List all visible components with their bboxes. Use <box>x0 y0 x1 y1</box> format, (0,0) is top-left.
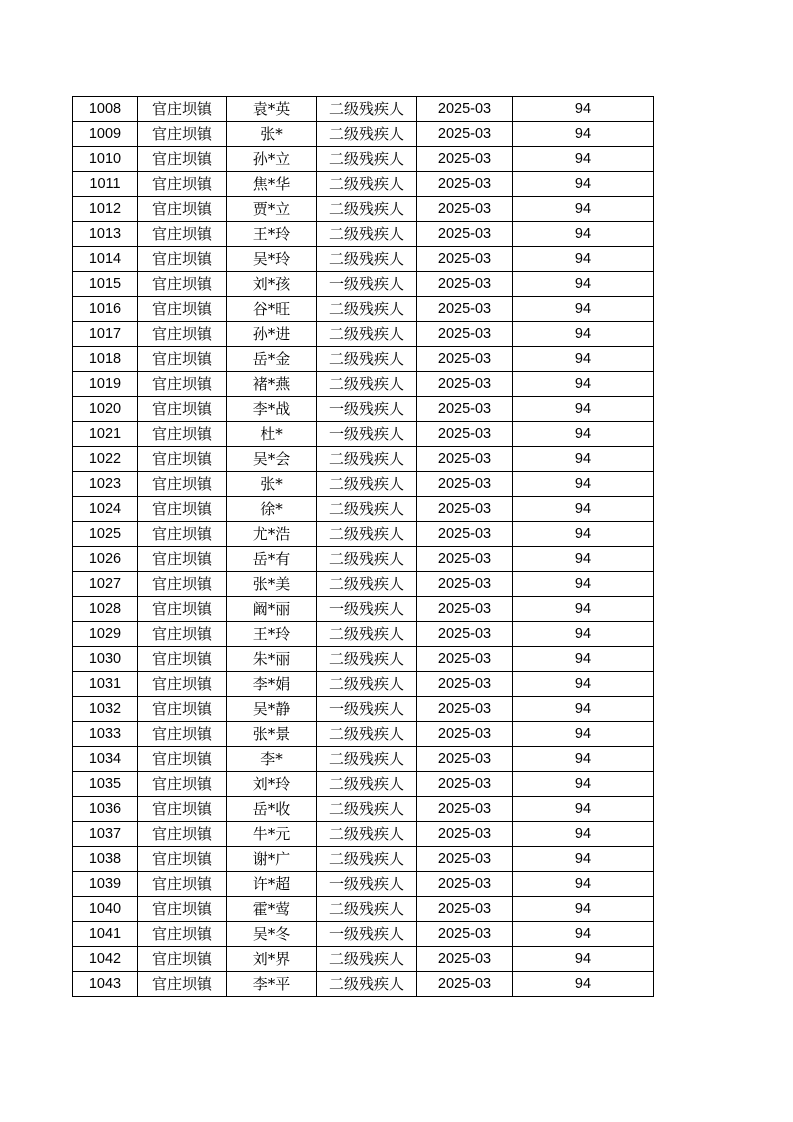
cell-id: 1034 <box>73 747 138 772</box>
cell-category: 二级残疾人 <box>317 722 417 747</box>
cell-date: 2025-03 <box>417 597 513 622</box>
cell-date: 2025-03 <box>417 147 513 172</box>
cell-date: 2025-03 <box>417 622 513 647</box>
cell-date: 2025-03 <box>417 972 513 997</box>
cell-name: 王*玲 <box>227 222 317 247</box>
cell-category: 二级残疾人 <box>317 947 417 972</box>
cell-id: 1038 <box>73 847 138 872</box>
cell-town: 官庄坝镇 <box>138 797 227 822</box>
cell-date: 2025-03 <box>417 772 513 797</box>
cell-id: 1042 <box>73 947 138 972</box>
cell-name: 吴*静 <box>227 697 317 722</box>
cell-id: 1020 <box>73 397 138 422</box>
cell-town: 官庄坝镇 <box>138 447 227 472</box>
cell-id: 1030 <box>73 647 138 672</box>
cell-date: 2025-03 <box>417 672 513 697</box>
cell-amount: 94 <box>513 97 654 122</box>
cell-town: 官庄坝镇 <box>138 747 227 772</box>
cell-id: 1023 <box>73 472 138 497</box>
cell-id: 1033 <box>73 722 138 747</box>
table-row <box>73 547 654 572</box>
cell-date: 2025-03 <box>417 872 513 897</box>
cell-category: 二级残疾人 <box>317 172 417 197</box>
cell-category: 二级残疾人 <box>317 747 417 772</box>
table-row <box>73 847 654 872</box>
cell-name: 张*美 <box>227 572 317 597</box>
cell-amount: 94 <box>513 147 654 172</box>
table-row <box>73 122 654 147</box>
cell-category: 一级残疾人 <box>317 697 417 722</box>
cell-town: 官庄坝镇 <box>138 122 227 147</box>
cell-date: 2025-03 <box>417 222 513 247</box>
cell-date: 2025-03 <box>417 722 513 747</box>
cell-town: 官庄坝镇 <box>138 272 227 297</box>
cell-amount: 94 <box>513 322 654 347</box>
cell-town: 官庄坝镇 <box>138 847 227 872</box>
cell-id: 1013 <box>73 222 138 247</box>
cell-date: 2025-03 <box>417 647 513 672</box>
cell-amount: 94 <box>513 597 654 622</box>
cell-category: 一级残疾人 <box>317 422 417 447</box>
cell-date: 2025-03 <box>417 397 513 422</box>
cell-category: 二级残疾人 <box>317 572 417 597</box>
cell-town: 官庄坝镇 <box>138 397 227 422</box>
cell-amount: 94 <box>513 847 654 872</box>
cell-name: 张* <box>227 472 317 497</box>
cell-amount: 94 <box>513 872 654 897</box>
cell-amount: 94 <box>513 172 654 197</box>
cell-id: 1028 <box>73 597 138 622</box>
cell-amount: 94 <box>513 697 654 722</box>
table-row <box>73 797 654 822</box>
table-row <box>73 147 654 172</box>
cell-name: 张* <box>227 122 317 147</box>
cell-date: 2025-03 <box>417 447 513 472</box>
cell-category: 二级残疾人 <box>317 647 417 672</box>
cell-category: 二级残疾人 <box>317 197 417 222</box>
table-row <box>73 447 654 472</box>
cell-id: 1041 <box>73 922 138 947</box>
cell-amount: 94 <box>513 197 654 222</box>
cell-town: 官庄坝镇 <box>138 922 227 947</box>
table-row <box>73 922 654 947</box>
subsidy-table-sheet <box>72 96 654 997</box>
cell-id: 1026 <box>73 547 138 572</box>
cell-date: 2025-03 <box>417 497 513 522</box>
cell-amount: 94 <box>513 897 654 922</box>
cell-category: 二级残疾人 <box>317 97 417 122</box>
table-row <box>73 622 654 647</box>
table-row <box>73 947 654 972</box>
table-row <box>73 272 654 297</box>
cell-amount: 94 <box>513 772 654 797</box>
cell-name: 尤*浩 <box>227 522 317 547</box>
cell-amount: 94 <box>513 522 654 547</box>
table-row <box>73 597 654 622</box>
cell-date: 2025-03 <box>417 247 513 272</box>
cell-id: 1017 <box>73 322 138 347</box>
cell-name: 李*娟 <box>227 672 317 697</box>
cell-amount: 94 <box>513 297 654 322</box>
cell-amount: 94 <box>513 472 654 497</box>
cell-id: 1024 <box>73 497 138 522</box>
cell-amount: 94 <box>513 647 654 672</box>
cell-category: 二级残疾人 <box>317 247 417 272</box>
cell-name: 岳*金 <box>227 347 317 372</box>
cell-town: 官庄坝镇 <box>138 497 227 522</box>
table-row <box>73 172 654 197</box>
cell-town: 官庄坝镇 <box>138 722 227 747</box>
cell-category: 二级残疾人 <box>317 347 417 372</box>
cell-name: 孙*进 <box>227 322 317 347</box>
cell-name: 岳*收 <box>227 797 317 822</box>
cell-category: 二级残疾人 <box>317 522 417 547</box>
cell-date: 2025-03 <box>417 197 513 222</box>
cell-town: 官庄坝镇 <box>138 647 227 672</box>
cell-name: 徐* <box>227 497 317 522</box>
cell-name: 刘*玲 <box>227 772 317 797</box>
cell-category: 一级残疾人 <box>317 872 417 897</box>
cell-date: 2025-03 <box>417 697 513 722</box>
cell-category: 二级残疾人 <box>317 972 417 997</box>
cell-name: 李*平 <box>227 972 317 997</box>
table-row <box>73 422 654 447</box>
cell-amount: 94 <box>513 222 654 247</box>
table-row <box>73 572 654 597</box>
cell-name: 刘*界 <box>227 947 317 972</box>
cell-category: 二级残疾人 <box>317 547 417 572</box>
cell-amount: 94 <box>513 547 654 572</box>
cell-amount: 94 <box>513 422 654 447</box>
cell-name: 朱*丽 <box>227 647 317 672</box>
table-row <box>73 897 654 922</box>
cell-amount: 94 <box>513 247 654 272</box>
cell-category: 二级残疾人 <box>317 322 417 347</box>
cell-category: 二级残疾人 <box>317 447 417 472</box>
cell-date: 2025-03 <box>417 847 513 872</box>
table-row <box>73 197 654 222</box>
cell-amount: 94 <box>513 372 654 397</box>
cell-category: 二级残疾人 <box>317 622 417 647</box>
cell-id: 1011 <box>73 172 138 197</box>
cell-amount: 94 <box>513 672 654 697</box>
cell-town: 官庄坝镇 <box>138 297 227 322</box>
cell-name: 岳*有 <box>227 547 317 572</box>
cell-category: 一级残疾人 <box>317 597 417 622</box>
cell-name: 阚*丽 <box>227 597 317 622</box>
cell-town: 官庄坝镇 <box>138 172 227 197</box>
table-row <box>73 222 654 247</box>
cell-name: 李* <box>227 747 317 772</box>
cell-name: 袁*英 <box>227 97 317 122</box>
cell-town: 官庄坝镇 <box>138 547 227 572</box>
cell-name: 张*景 <box>227 722 317 747</box>
cell-town: 官庄坝镇 <box>138 422 227 447</box>
cell-category: 二级残疾人 <box>317 897 417 922</box>
cell-category: 二级残疾人 <box>317 497 417 522</box>
cell-category: 二级残疾人 <box>317 797 417 822</box>
cell-category: 二级残疾人 <box>317 472 417 497</box>
table-row <box>73 522 654 547</box>
cell-name: 吴*玲 <box>227 247 317 272</box>
cell-id: 1008 <box>73 97 138 122</box>
cell-id: 1035 <box>73 772 138 797</box>
cell-date: 2025-03 <box>417 922 513 947</box>
cell-id: 1037 <box>73 822 138 847</box>
table-row <box>73 647 654 672</box>
cell-town: 官庄坝镇 <box>138 347 227 372</box>
table-row <box>73 472 654 497</box>
cell-town: 官庄坝镇 <box>138 472 227 497</box>
cell-town: 官庄坝镇 <box>138 697 227 722</box>
table-row <box>73 347 654 372</box>
cell-category: 一级残疾人 <box>317 272 417 297</box>
cell-name: 谷*旺 <box>227 297 317 322</box>
cell-date: 2025-03 <box>417 97 513 122</box>
cell-id: 1036 <box>73 797 138 822</box>
cell-category: 一级残疾人 <box>317 397 417 422</box>
cell-name: 焦*华 <box>227 172 317 197</box>
cell-amount: 94 <box>513 922 654 947</box>
table-row <box>73 297 654 322</box>
cell-date: 2025-03 <box>417 172 513 197</box>
cell-category: 二级残疾人 <box>317 372 417 397</box>
cell-amount: 94 <box>513 497 654 522</box>
cell-town: 官庄坝镇 <box>138 222 227 247</box>
cell-id: 1032 <box>73 697 138 722</box>
cell-date: 2025-03 <box>417 747 513 772</box>
cell-id: 1027 <box>73 572 138 597</box>
cell-town: 官庄坝镇 <box>138 972 227 997</box>
cell-town: 官庄坝镇 <box>138 822 227 847</box>
cell-category: 二级残疾人 <box>317 822 417 847</box>
cell-amount: 94 <box>513 797 654 822</box>
cell-town: 官庄坝镇 <box>138 372 227 397</box>
cell-amount: 94 <box>513 972 654 997</box>
cell-category: 二级残疾人 <box>317 672 417 697</box>
cell-town: 官庄坝镇 <box>138 572 227 597</box>
cell-id: 1016 <box>73 297 138 322</box>
cell-town: 官庄坝镇 <box>138 247 227 272</box>
table-row <box>73 372 654 397</box>
cell-date: 2025-03 <box>417 547 513 572</box>
cell-name: 杜* <box>227 422 317 447</box>
cell-town: 官庄坝镇 <box>138 672 227 697</box>
cell-name: 许*超 <box>227 872 317 897</box>
cell-date: 2025-03 <box>417 897 513 922</box>
cell-amount: 94 <box>513 447 654 472</box>
cell-id: 1019 <box>73 372 138 397</box>
cell-category: 二级残疾人 <box>317 147 417 172</box>
cell-id: 1031 <box>73 672 138 697</box>
table-row <box>73 697 654 722</box>
table-row <box>73 322 654 347</box>
table-row <box>73 772 654 797</box>
cell-date: 2025-03 <box>417 422 513 447</box>
cell-date: 2025-03 <box>417 947 513 972</box>
cell-id: 1039 <box>73 872 138 897</box>
table-row <box>73 672 654 697</box>
cell-name: 吴*冬 <box>227 922 317 947</box>
table-row <box>73 97 654 122</box>
cell-amount: 94 <box>513 822 654 847</box>
cell-town: 官庄坝镇 <box>138 947 227 972</box>
cell-name: 刘*孩 <box>227 272 317 297</box>
table-row <box>73 972 654 997</box>
cell-id: 1014 <box>73 247 138 272</box>
cell-name: 牛*元 <box>227 822 317 847</box>
table-body <box>73 97 654 997</box>
cell-date: 2025-03 <box>417 322 513 347</box>
cell-town: 官庄坝镇 <box>138 197 227 222</box>
cell-date: 2025-03 <box>417 122 513 147</box>
cell-date: 2025-03 <box>417 297 513 322</box>
cell-category: 二级残疾人 <box>317 772 417 797</box>
table-row <box>73 822 654 847</box>
cell-town: 官庄坝镇 <box>138 872 227 897</box>
cell-amount: 94 <box>513 122 654 147</box>
cell-date: 2025-03 <box>417 272 513 297</box>
cell-town: 官庄坝镇 <box>138 622 227 647</box>
cell-amount: 94 <box>513 397 654 422</box>
cell-town: 官庄坝镇 <box>138 897 227 922</box>
cell-date: 2025-03 <box>417 522 513 547</box>
cell-town: 官庄坝镇 <box>138 97 227 122</box>
cell-id: 1009 <box>73 122 138 147</box>
cell-date: 2025-03 <box>417 347 513 372</box>
cell-date: 2025-03 <box>417 572 513 597</box>
cell-name: 王*玲 <box>227 622 317 647</box>
subsidy-table <box>72 96 654 997</box>
table-row <box>73 247 654 272</box>
cell-category: 一级残疾人 <box>317 922 417 947</box>
cell-amount: 94 <box>513 572 654 597</box>
cell-name: 谢*广 <box>227 847 317 872</box>
table-row <box>73 747 654 772</box>
cell-town: 官庄坝镇 <box>138 147 227 172</box>
cell-amount: 94 <box>513 722 654 747</box>
cell-id: 1029 <box>73 622 138 647</box>
table-row <box>73 397 654 422</box>
cell-town: 官庄坝镇 <box>138 597 227 622</box>
cell-category: 二级残疾人 <box>317 222 417 247</box>
cell-date: 2025-03 <box>417 797 513 822</box>
cell-name: 霍*莺 <box>227 897 317 922</box>
cell-category: 二级残疾人 <box>317 297 417 322</box>
cell-id: 1040 <box>73 897 138 922</box>
cell-id: 1018 <box>73 347 138 372</box>
cell-id: 1015 <box>73 272 138 297</box>
cell-town: 官庄坝镇 <box>138 522 227 547</box>
cell-amount: 94 <box>513 947 654 972</box>
table-row <box>73 722 654 747</box>
cell-name: 褚*燕 <box>227 372 317 397</box>
cell-date: 2025-03 <box>417 822 513 847</box>
cell-id: 1043 <box>73 972 138 997</box>
table-row <box>73 872 654 897</box>
cell-name: 贾*立 <box>227 197 317 222</box>
cell-id: 1022 <box>73 447 138 472</box>
cell-id: 1025 <box>73 522 138 547</box>
cell-town: 官庄坝镇 <box>138 772 227 797</box>
cell-date: 2025-03 <box>417 472 513 497</box>
cell-date: 2025-03 <box>417 372 513 397</box>
table-row <box>73 497 654 522</box>
cell-amount: 94 <box>513 347 654 372</box>
cell-amount: 94 <box>513 622 654 647</box>
cell-name: 孙*立 <box>227 147 317 172</box>
cell-name: 李*战 <box>227 397 317 422</box>
cell-amount: 94 <box>513 747 654 772</box>
cell-id: 1012 <box>73 197 138 222</box>
cell-name: 吴*会 <box>227 447 317 472</box>
cell-category: 二级残疾人 <box>317 122 417 147</box>
cell-id: 1010 <box>73 147 138 172</box>
cell-amount: 94 <box>513 272 654 297</box>
cell-town: 官庄坝镇 <box>138 322 227 347</box>
cell-id: 1021 <box>73 422 138 447</box>
cell-category: 二级残疾人 <box>317 847 417 872</box>
